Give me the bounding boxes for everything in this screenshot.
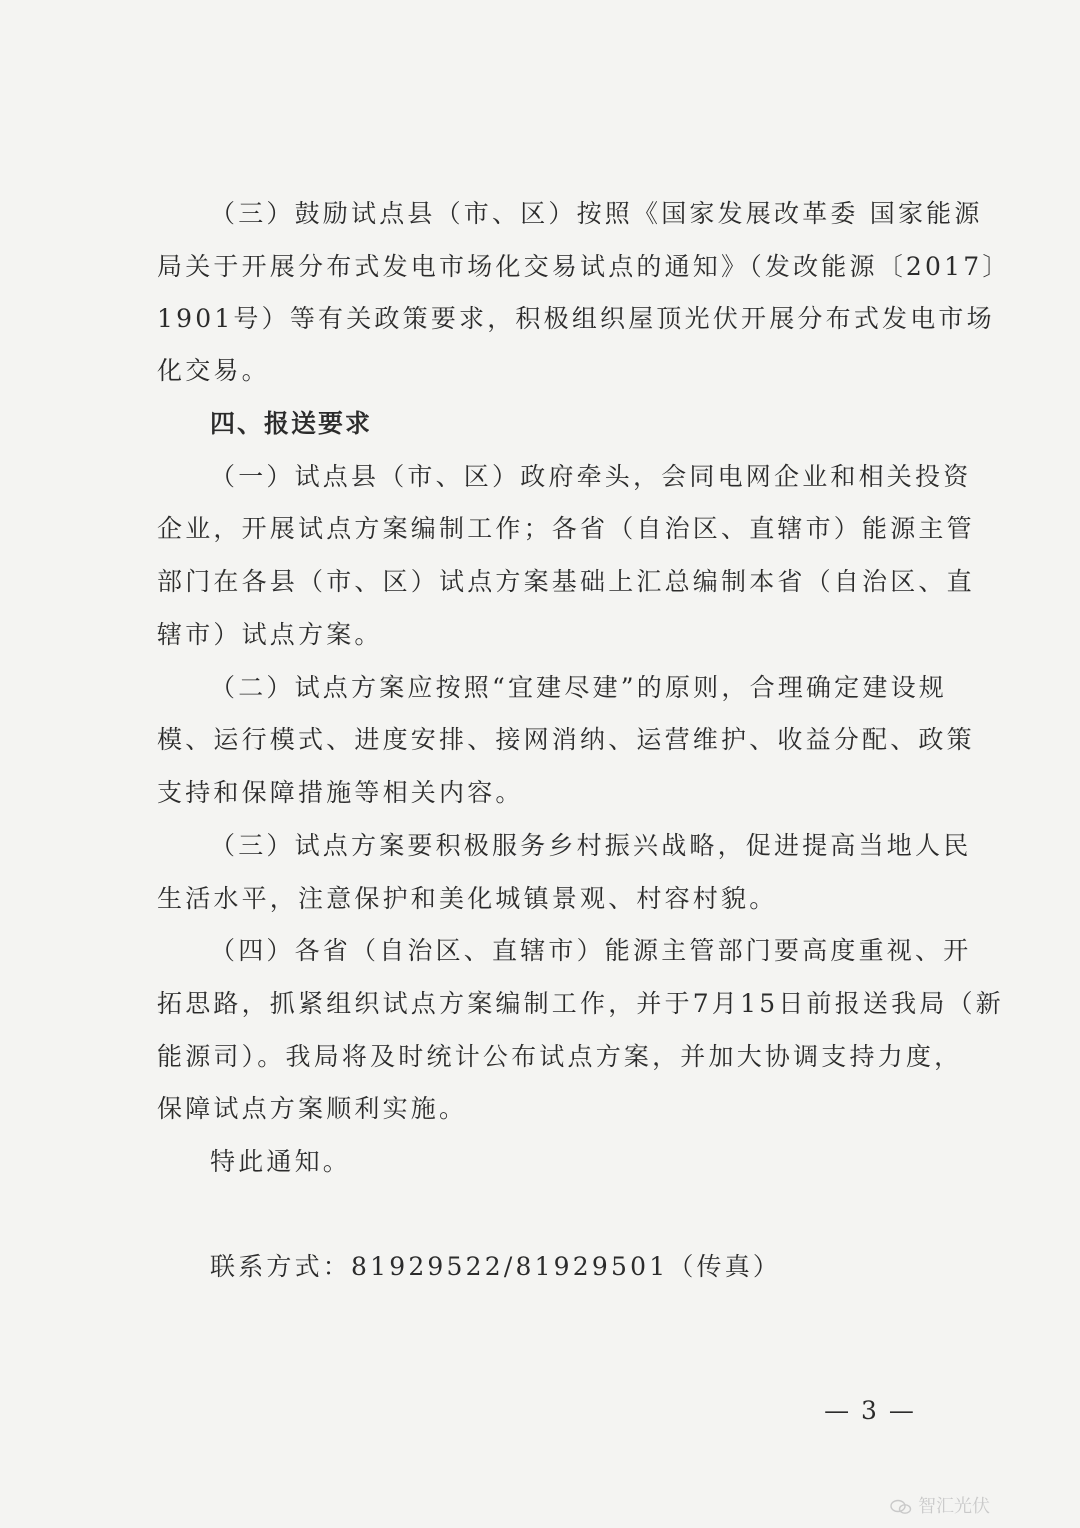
requirement-2-line-1: （二）试点方案应按照“宜建尽建”的原则，合理确定建设规 (210, 673, 947, 702)
requirement-1-line-1: （一）试点县（市、区）政府牵头，会同电网企业和相关投资 (210, 462, 972, 491)
watermark-text: 智汇光伏 (918, 1496, 990, 1517)
requirement-4-line-2: 拓思路，抓紧组织试点方案编制工作，并于7月15日前报送我局（新 (157, 989, 1004, 1018)
watermark (890, 1494, 1070, 1520)
section-heading: 四、报送要求 (210, 409, 373, 438)
wechat-icon (890, 1499, 912, 1515)
requirement-4-line-1: （四）各省（自治区、直辖市）能源主管部门要高度重视、开 (210, 936, 972, 965)
requirement-4-line-3: 能源司）。我局将及时统计公布试点方案，并加大协调支持力度， (157, 1042, 963, 1071)
closing-notice: 特此通知。 (210, 1147, 352, 1176)
requirement-3-line-1: （三）试点方案要积极服务乡村振兴战略，促进提高当地人民 (210, 831, 972, 860)
paragraph-3-line-2: 局关于开展分布式发电市场化交易试点的通知》（发改能源〔2017〕 (157, 252, 1011, 281)
requirement-1-line-3: 部门在各县（市、区）试点方案基础上汇总编制本省（自治区、直 (157, 567, 975, 596)
paragraph-3-line-4: 化交易。 (157, 356, 270, 385)
contact-info: 联系方式：81929522/81929501（传真） (210, 1252, 782, 1281)
requirement-1-line-2: 企业，开展试点方案编制工作；各省（自治区、直辖市）能源主管 (157, 514, 975, 543)
requirement-2-line-2: 模、运行模式、进度安排、接网消纳、运营维护、收益分配、政策 (157, 725, 975, 754)
page-number: — 3 — (824, 1396, 916, 1425)
paragraph-3-line-3: 1901号）等有关政策要求，积极组织屋顶光伏开展分布式发电市场 (157, 304, 995, 333)
requirement-2-line-3: 支持和保障措施等相关内容。 (157, 778, 524, 807)
requirement-4-line-4: 保障试点方案顺利实施。 (157, 1094, 468, 1123)
paragraph-3-line-1: （三）鼓励试点县（市、区）按照《国家发展改革委 国家能源 (210, 199, 983, 228)
requirement-1-line-4: 辖市）试点方案。 (157, 620, 383, 649)
requirement-3-line-2: 生活水平，注意保护和美化城镇景观、村容村貌。 (157, 884, 778, 913)
